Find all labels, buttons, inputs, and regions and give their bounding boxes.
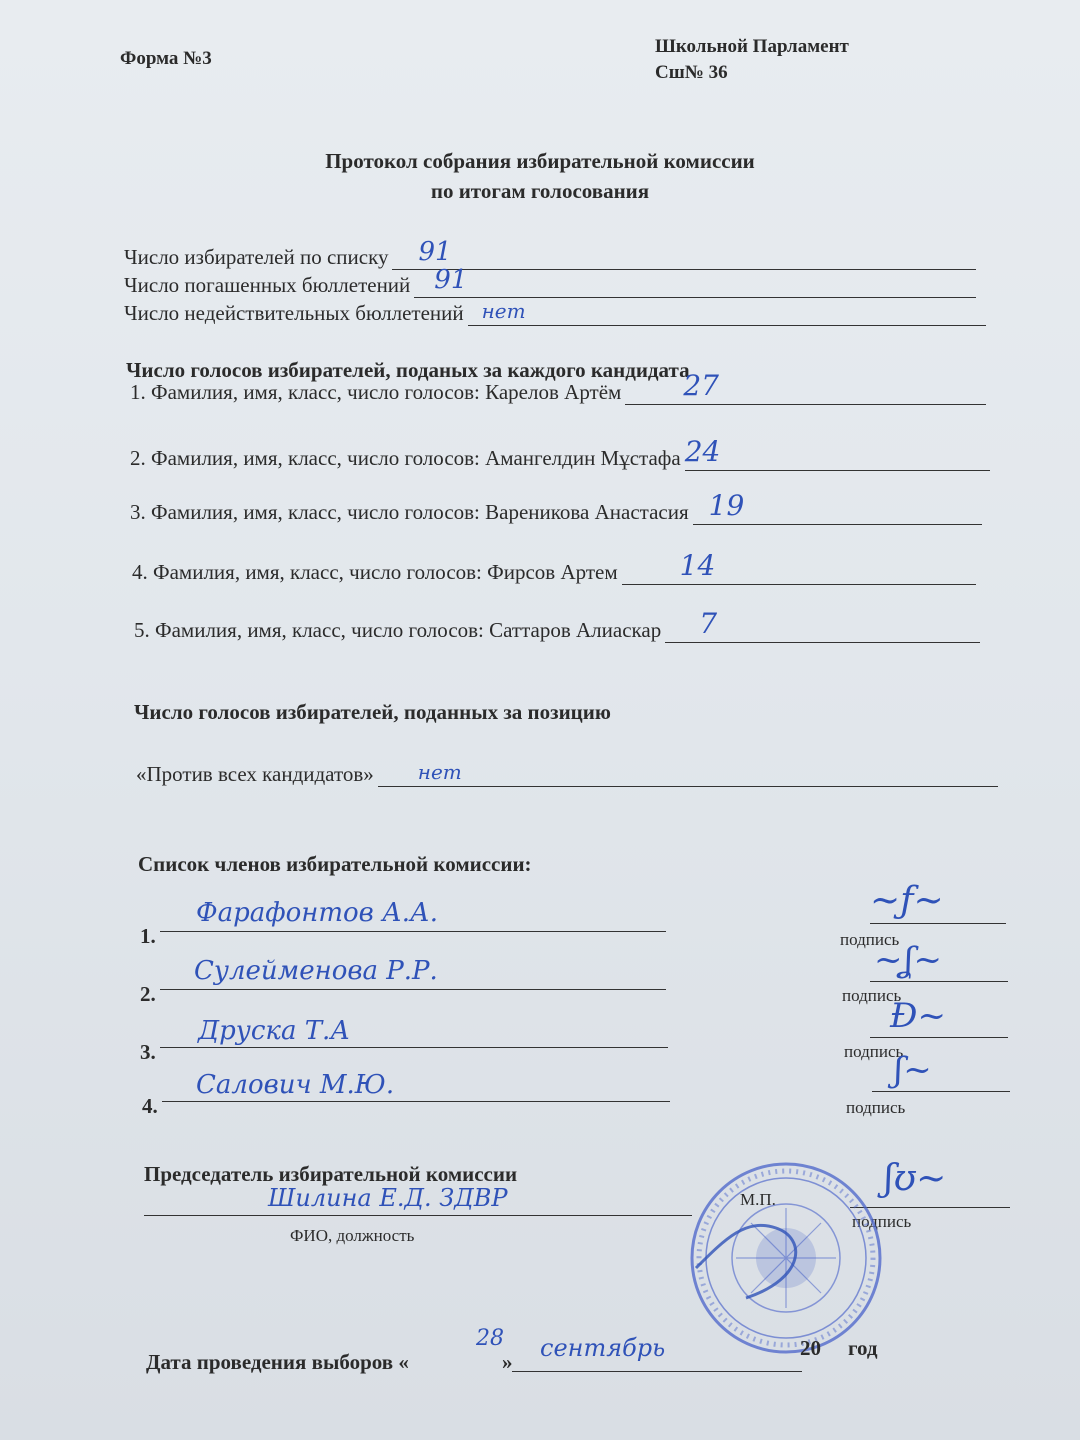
election-month-line xyxy=(512,1370,802,1372)
member-line-2 xyxy=(160,988,666,990)
member-signature-4[interactable]: ʃ~ xyxy=(894,1050,932,1090)
member-sig-line-4 xyxy=(872,1090,1010,1092)
election-date-label: Дата проведения выборов « xyxy=(146,1350,409,1374)
member-sig-label-4: подпись xyxy=(846,1098,906,1117)
candidate-row-4 xyxy=(132,549,976,585)
form-number: Форма №3 xyxy=(120,48,212,69)
invalid-label: Число недействительных бюллетений xyxy=(124,301,464,325)
title-line-1: Протокол собрания избирательной комиссии xyxy=(325,149,755,173)
member-name-3: Друска Т.А xyxy=(198,1016,351,1046)
candidate-votes-2: 24 xyxy=(684,435,721,468)
member-line-1 xyxy=(160,930,666,932)
position-heading: Число голосов избирателей, поданных за позицию xyxy=(134,700,611,724)
member-sig-label-2: подпись xyxy=(842,986,902,1005)
member-sig-label-3: подпись xyxy=(844,1042,904,1061)
candidate-blank-1[interactable] xyxy=(625,369,986,405)
candidate-row-2 xyxy=(130,435,990,471)
cancelled-value: 91 xyxy=(434,265,468,295)
against-blank[interactable] xyxy=(378,760,998,787)
chairman-name: Шилина Е.Д. ЗДВР xyxy=(268,1184,508,1212)
member-sig-line-2 xyxy=(870,980,1008,982)
member-signature-3[interactable]: Ɖ~ xyxy=(890,996,946,1036)
candidate-votes-5: 7 xyxy=(699,607,718,640)
against-value: нет xyxy=(417,760,462,784)
election-day: 28 xyxy=(476,1326,504,1351)
member-name-4: Салович М.Ю. xyxy=(196,1070,395,1100)
candidate-row-5 xyxy=(134,607,980,643)
members-heading: Список членов избирательной комиссии: xyxy=(138,852,532,876)
member-sig-label-1: подпись xyxy=(840,930,900,949)
invalid-blank[interactable] xyxy=(468,299,986,326)
member-name-1: Фарафонтов А.А. xyxy=(196,898,438,928)
official-seal xyxy=(686,1158,886,1358)
election-date-quote: » xyxy=(502,1350,513,1374)
voters-row xyxy=(124,237,976,270)
parliament-line-2: Сш№ 36 xyxy=(655,62,728,83)
election-month: сентябрь xyxy=(540,1334,666,1362)
candidate-votes-3: 19 xyxy=(708,489,745,522)
member-line-4 xyxy=(162,1100,670,1102)
cancelled-blank[interactable] xyxy=(414,265,976,298)
voters-label: Число избирателей по списку xyxy=(124,245,389,269)
member-signature-2[interactable]: ~ʆ~ xyxy=(874,940,942,980)
election-year-prefix: 20 xyxy=(800,1336,821,1360)
against-label: «Против всех кандидатов» xyxy=(136,762,374,786)
chairman-heading: Председатель избирательной комиссии xyxy=(144,1162,518,1186)
voters-blank[interactable] xyxy=(392,237,976,270)
seal-emblem-rays xyxy=(736,1208,836,1308)
parliament-heading xyxy=(655,34,849,86)
candidates-heading: Число голосов избирателей, поданых за каждого кандидата xyxy=(126,358,690,382)
election-year-suffix: год xyxy=(848,1336,878,1360)
chairman-fio-label: ФИО, должность xyxy=(290,1226,415,1245)
against-row xyxy=(136,762,998,787)
member-number-3: 3. xyxy=(140,1040,156,1064)
candidate-votes-4: 14 xyxy=(679,549,716,582)
chairman-sig-label: подпись xyxy=(852,1212,912,1231)
candidate-blank-2[interactable] xyxy=(684,435,990,471)
voters-value: 91 xyxy=(418,237,452,267)
member-line-3 xyxy=(160,1046,668,1048)
member-number-4: 4. xyxy=(142,1094,158,1118)
member-name-2: Сулейменова Р.Р. xyxy=(194,956,438,986)
candidate-label-2: 2. Фамилия, имя, класс, число голосов: Амангелдин Мұстафа xyxy=(130,446,681,470)
candidate-blank-4[interactable] xyxy=(622,549,976,585)
candidate-votes-1: 27 xyxy=(683,369,719,402)
candidate-blank-5[interactable] xyxy=(665,607,980,643)
parliament-line-1: Школьной Парламент xyxy=(655,36,849,57)
cancelled-label: Число погашенных бюллетений xyxy=(124,273,411,297)
stamp-place-label: М.П. xyxy=(740,1190,776,1209)
candidate-label-5: 5. Фамилия, имя, класс, число голосов: Саттаров Алиаскар xyxy=(134,618,662,642)
member-sig-line-1 xyxy=(870,922,1006,924)
chairman-line xyxy=(144,1214,692,1216)
chairman-signature[interactable]: ʃʊ~ xyxy=(884,1158,947,1199)
invalid-value: нет xyxy=(481,299,526,323)
member-signature-1[interactable]: ~ƒ~ xyxy=(870,880,944,921)
title-line-2: по итогам голосования xyxy=(430,179,650,203)
cancelled-row xyxy=(124,265,976,298)
candidate-label-4: 4. Фамилия, имя, класс, число голосов: Фирсов Артем xyxy=(132,560,618,584)
member-sig-line-3 xyxy=(870,1036,1008,1038)
candidate-blank-3[interactable] xyxy=(693,489,982,525)
candidate-row-3 xyxy=(130,489,982,525)
candidate-label-3: 3. Фамилия, имя, класс, число голосов: Вареникова Анастасия xyxy=(130,500,689,524)
document-title xyxy=(0,146,1080,206)
candidate-label-1: 1. Фамилия, имя, класс, число голосов: Карелов Артём xyxy=(130,380,622,404)
invalid-row xyxy=(124,301,986,326)
member-number-2: 2. xyxy=(140,982,156,1006)
member-number-1: 1. xyxy=(140,924,156,948)
